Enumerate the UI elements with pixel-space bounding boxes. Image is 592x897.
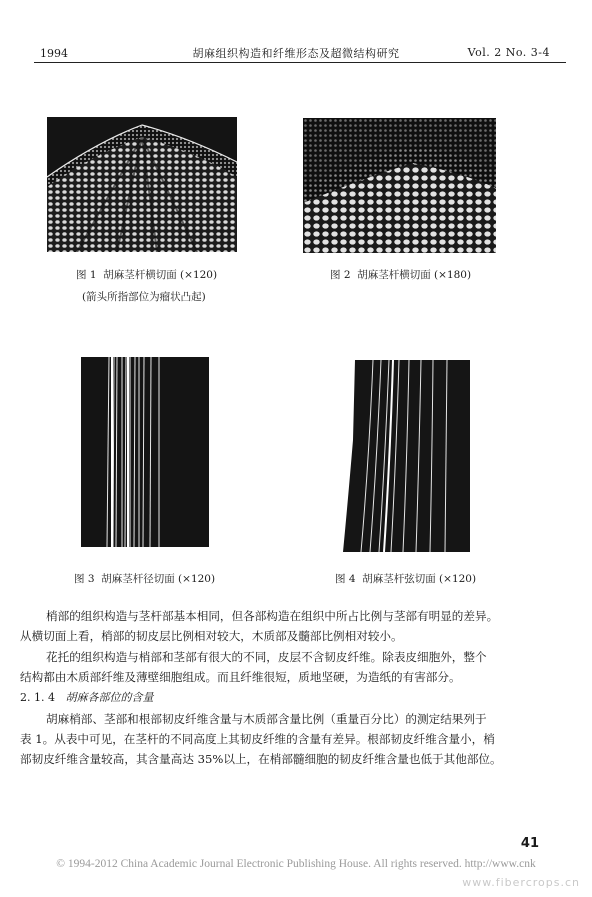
paragraph-1-line-2: 从横切面上看，梢部的韧皮层比例相对较大，木质部及髓部比例相对较小。 [20,629,403,643]
figure-4-caption-text: 胡麻茎杆弦切面 (×120) [362,573,477,585]
paragraph-2 [20,647,487,687]
paragraph-1-line-1: 梢部的组织构造与茎杆部基本相同，但各部构造在组织中所占比例与茎部有明显的差异。 [46,609,499,623]
copyright-footer: © 1994-2012 China Academic Journal Electronic Publishing House. All rights reserved. http://www.cnk [56,858,536,870]
section-heading [20,689,153,705]
figure-1-photo [47,117,237,252]
watermark: www.fibercrops.cn [462,876,580,889]
paragraph-2-line-1: 花托的组织构造与梢部和茎部有很大的不同，皮层不含韧皮纤维。除表皮细胞外，整个 [46,650,487,664]
figure-2-photo [303,118,496,253]
running-header [0,0,592,80]
figure-1-caption [76,267,217,282]
figure-2-caption-text: 胡麻茎杆横切面 (×180) [357,269,472,281]
figure-4-photo [343,360,470,552]
paragraph-3 [20,709,502,769]
figure-3-photo [81,357,209,547]
header-year: 1994 [40,47,68,60]
figure-3-caption [74,571,215,586]
figure-1-caption-text: 胡麻茎杆横切面 (×120) [103,269,218,281]
section-number: 2. 1. 4 [20,691,55,704]
paragraph-2-line-2: 结构都由木质部纤维及薄壁细胞组成。而且纤维很短，质地坚硬，为造纸的有害部分。 [20,670,461,684]
figure-2-caption [330,267,471,282]
header-rule [34,62,566,63]
paragraph-3-line-3: 部韧皮纤维含量较高，其含量高达 35%以上，在梢部髓细胞的韧皮纤维含量也低于其他部位。 [20,752,502,766]
paragraph-3-line-1: 胡麻梢部、茎部和根部韧皮纤维含量与木质部含量比例（重量百分比）的测定结果列于 [46,712,487,726]
figure-4-caption [335,571,476,586]
figure-1-note: (箭头所指部位为瘤状凸起) [82,291,206,303]
figure-3-label: 图 3 [74,573,95,585]
header-volume: Vol. 2 No. 3-4 [467,46,550,59]
paragraph-3-line-2: 表 1。从表中可见，在茎杆的不同高度上其韧皮纤维的含量有差异。根部韧皮纤维含量小，梢 [20,732,495,746]
header-title: 胡麻组织构造和纤维形态及超微结构研究 [192,47,400,60]
paragraph-1 [20,606,499,646]
figure-1-label: 图 1 [76,269,97,281]
section-title: 胡麻各部位的含量 [65,691,154,704]
page-number: 41 [520,836,539,851]
figure-3-caption-text: 胡麻茎杆径切面 (×120) [101,573,216,585]
figure-2-label: 图 2 [330,269,351,281]
figure-4-label: 图 4 [335,573,356,585]
